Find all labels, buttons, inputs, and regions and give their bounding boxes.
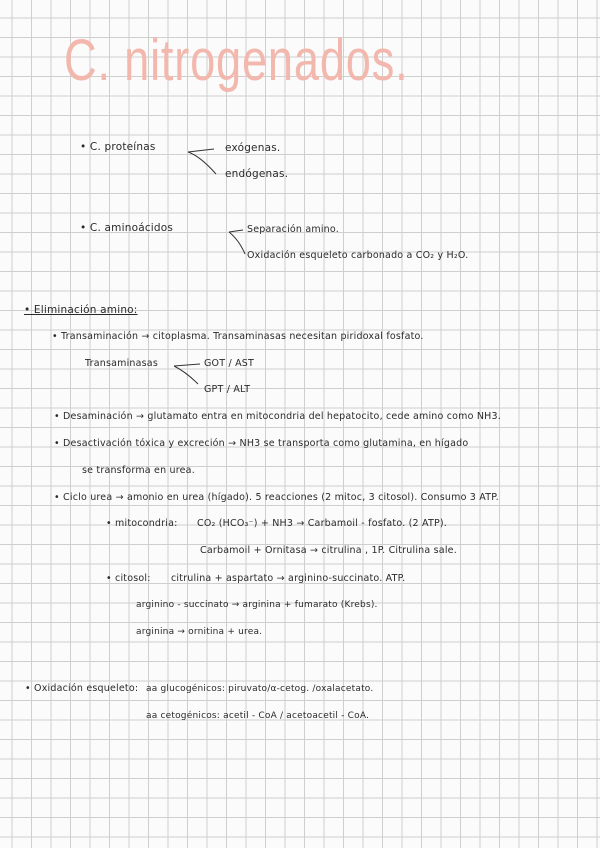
desactivacion-line-1: • Desactivación tóxica y excreción → NH3 se transporta como glutamina, en hígado <box>54 438 469 449</box>
aminoacidos-oxidacion: Oxidación esqueleto carbonado a CO₂ y H₂O. <box>247 250 469 261</box>
got-ast: GOT / AST <box>204 358 255 369</box>
proteinas-label: • C. proteínas <box>80 141 156 153</box>
proteinas-exogenas: exógenas. <box>225 142 281 154</box>
transaminacion-line: • Transaminación → citoplasma. Transaminasas necesitan piridoxal fosfato. <box>52 331 424 342</box>
transaminasas-label: Transaminasas <box>85 358 158 369</box>
proteinas-bracket <box>188 142 228 182</box>
mitocondria-line-1: CO₂ (HCO₃⁻) + NH3 → Carbamoil - fosfato. (2 ATP). <box>197 518 448 529</box>
proteinas-endogenas: endógenas. <box>225 168 289 180</box>
gpt-alt: GPT / ALT <box>204 384 251 395</box>
aminoacidos-label: • C. aminoácidos <box>80 222 174 234</box>
citosol-label: • citosol: <box>106 573 151 584</box>
eliminacion-heading: • Eliminación amino: <box>24 304 138 316</box>
citosol-line-1: citrulina + aspartato → arginino-succinato. ATP. <box>171 573 406 584</box>
desaminacion-line: • Desaminación → glutamato entra en mitocondria del hepatocito, cede amino como NH3. <box>54 411 501 422</box>
oxidacion-heading: • Oxidación esqueleto: <box>25 683 139 694</box>
mitocondria-label: • mitocondria: <box>106 518 178 529</box>
page-title: C. nitrogenados. <box>64 28 409 93</box>
citosol-line-3: arginina → ornitina + urea. <box>136 627 263 637</box>
oxidacion-cetogenicos: aa cetogénicos: acetil - CoA / acetoacetil - CoA. <box>146 711 370 721</box>
oxidacion-glucogenicos: aa glucogénicos: piruvato/α-cetog. /oxalacetato. <box>146 684 374 694</box>
mitocondria-line-2: Carbamoil + Ornitasa → citrulina , 1P. Citrulina sale. <box>200 545 457 556</box>
desactivacion-line-2: se transforma en urea. <box>82 465 195 476</box>
transaminasas-bracket <box>174 360 208 394</box>
citosol-line-2: arginino - succinato → arginina + fumarato (Krebs). <box>136 600 378 610</box>
aminoacidos-separacion: Separación amino. <box>247 224 339 235</box>
ciclo-urea-line: • Ciclo urea → amonio en urea (hígado). 5 reacciones (2 mitoc, 3 citosol). Consumo 3 ATP. <box>54 492 499 503</box>
